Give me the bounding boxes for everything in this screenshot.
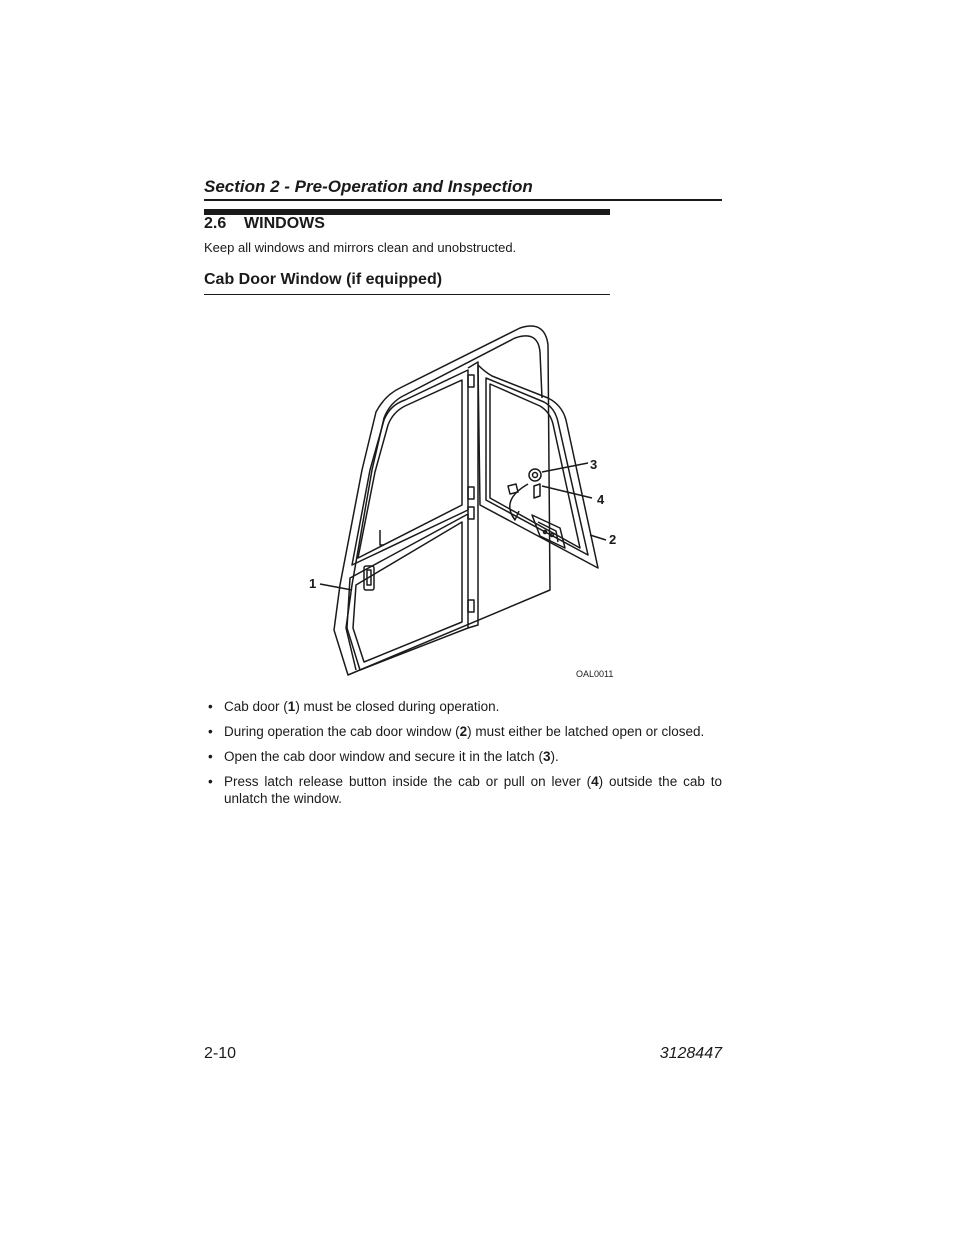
subsection-rule <box>204 294 610 295</box>
header-rule <box>204 199 722 201</box>
page-number: 2-10 <box>204 1045 237 1062</box>
callout-3: 3 <box>590 457 598 472</box>
bullet-item: • Press latch release button inside the cab or pull on lever (4) outside the cab to unlatch the window. <box>204 773 722 807</box>
section-intro: Keep all windows and mirrors clean and unobstructed. <box>204 240 517 255</box>
section-header-title: Section 2 - Pre-Operation and Inspection <box>204 177 533 196</box>
callout-1: 1 <box>309 576 317 591</box>
cab-door-inner <box>346 336 542 670</box>
bullet-item: • Open the cab door window and secure it in the latch (3). <box>204 748 722 765</box>
section-heading <box>204 215 325 233</box>
door-window-pane <box>478 365 598 568</box>
upper-glass <box>352 370 468 565</box>
cab-door-illustration <box>300 318 630 688</box>
bullet-item: • Cab door (1) must be closed during operation. <box>204 698 722 715</box>
cab-door-figure <box>300 318 630 688</box>
lower-glass <box>347 514 468 670</box>
section-number: 2.6 <box>204 215 227 232</box>
section-title: WINDOWS <box>244 215 325 232</box>
latch <box>529 469 541 481</box>
callout-2: 2 <box>609 532 617 547</box>
figure-code: OAL0011 <box>576 669 614 679</box>
bullet-list <box>204 698 722 815</box>
document-number: 3128447 <box>659 1045 722 1062</box>
callout-4: 4 <box>597 492 605 507</box>
subsection-heading: Cab Door Window (if equipped) <box>204 271 443 288</box>
lever <box>534 484 540 498</box>
bullet-item: • During operation the cab door window (2) must either be latched open or closed. <box>204 723 722 740</box>
